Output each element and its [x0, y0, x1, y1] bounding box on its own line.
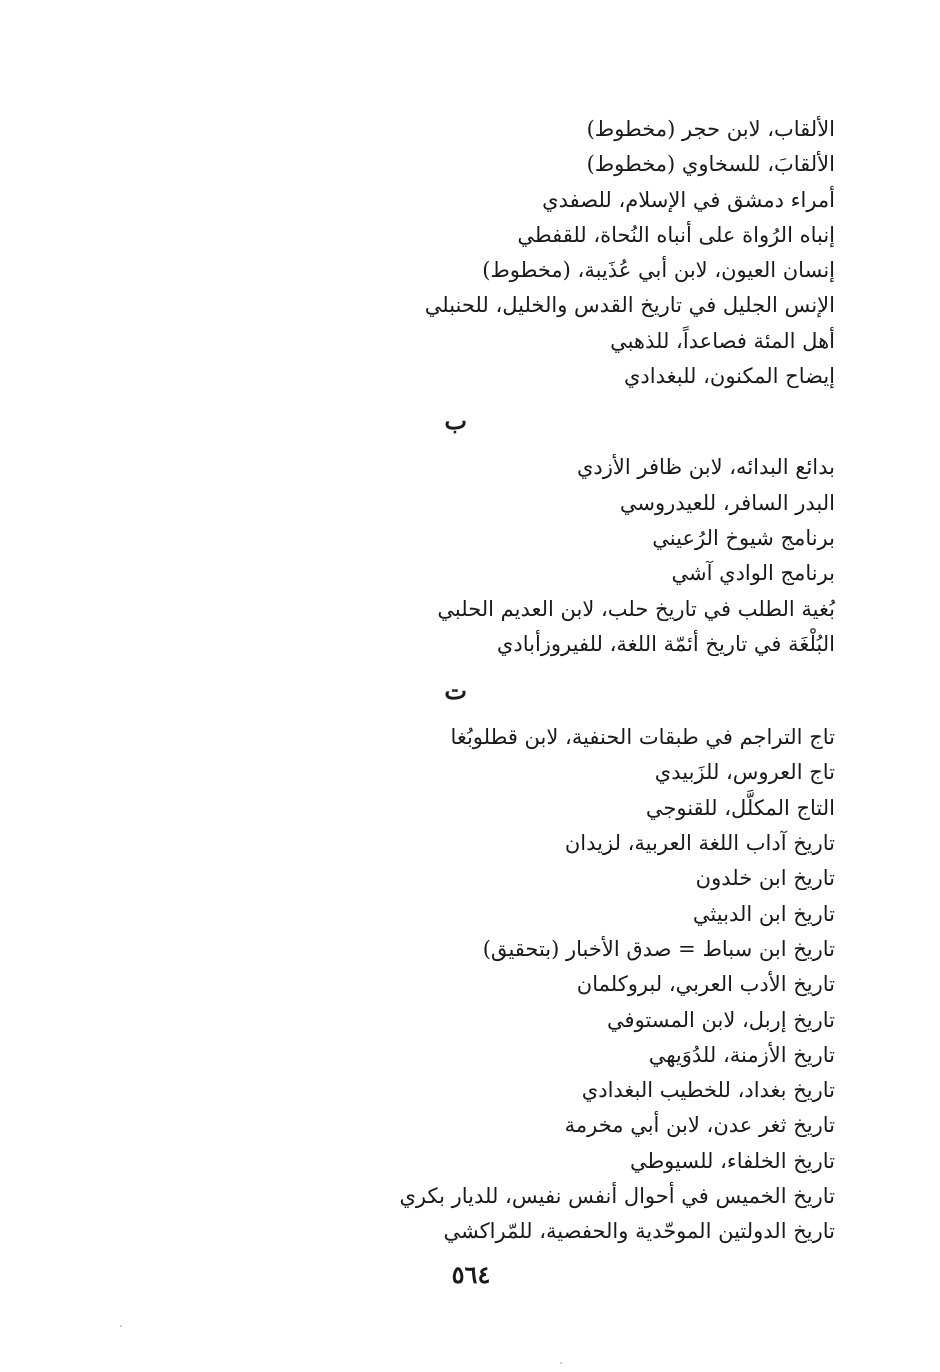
- scan-speck: [120, 1325, 122, 1327]
- bibliography-entry: أهل المئة فصاعداً، للذهبي: [610, 328, 835, 353]
- bibliography-entry: تاريخ إربل، لابن المستوفي: [607, 1007, 835, 1032]
- bibliography-entry: إنباه الرُواة على أنباه النُحاة، للقفطي: [517, 222, 835, 247]
- bibliography-entry: بدائع البدائه، لابن ظافر الأزدي: [576, 455, 835, 480]
- bibliography-entry: تاج العروس، للزَبيدي: [654, 760, 835, 785]
- bibliography-entry: البدر السافر، للعيدروسي: [619, 490, 835, 515]
- section-letter-heading: ب: [444, 406, 467, 436]
- bibliography-entry: تاريخ الدولتين الموحّدية والحفصية، للمّراكشي: [443, 1219, 835, 1244]
- bibliography-entry: إنسان العيون، لابن أبي عُذَيبة، (مخطوط): [482, 258, 835, 283]
- bibliography-entry: الإنس الجليل في تاريخ القدس والخليل، للحنبلي: [424, 293, 835, 318]
- bibliography-entry: تاريخ الأدب العربي، لبروكلمان: [576, 972, 835, 997]
- bibliography-entry: البُلْغَة في تاريخ أئمّة اللغة، للفيروزأبادي: [496, 631, 835, 656]
- section-letter-heading: ت: [444, 676, 467, 706]
- page-number: ٥٦٤: [451, 1260, 491, 1289]
- bibliography-entry: الألقاب، لابن حجر (مخطوط): [586, 117, 835, 141]
- bibliography-entry: إيضاح المكنون، للبغدادي: [623, 364, 835, 389]
- bibliography-entry: برنامج الوادي آشي: [671, 561, 835, 586]
- bibliography-entry: برنامج شيوخ الرُعيني: [652, 525, 835, 550]
- scan-speck: [560, 1362, 562, 1364]
- bibliography-entry: بُغية الطلب في تاريخ حلب، لابن العديم الحلبي: [437, 596, 835, 621]
- bibliography-entry: تاريخ ابن سباط = صدق الأخبار (بتحقيق): [482, 936, 835, 961]
- bibliography-entry: تاريخ الخميس في أحوال أنفس نفيس، للديار بكري: [399, 1184, 835, 1209]
- bibliography-entry: أمراء دمشق في الإسلام، للصفدي: [542, 187, 835, 212]
- bibliography-entry: تاريخ ابن الدبيثي: [692, 901, 835, 926]
- bibliography-entry: تاريخ ثغر عدن، لابن أبي مخرمة: [564, 1113, 835, 1138]
- bibliography-entry: تاريخ آداب اللغة العربية، لزيدان: [564, 831, 835, 856]
- bibliography-entry: الألقابَ، للسخاوي (مخطوط): [586, 152, 835, 177]
- bibliography-entry: تاريخ الأزمنة، للدُوَيهي: [648, 1042, 835, 1067]
- bibliography-entry: تاريخ الخلفاء، للسيوطي: [629, 1148, 835, 1173]
- bibliography-entry: تاج التراجم في طبقات الحنفية، لابن قطلوبُغا: [450, 725, 835, 750]
- bibliography-list: [335, 112, 835, 1250]
- bibliography-entry: تاريخ ابن خلدون: [695, 866, 835, 891]
- bibliography-entry: تاريخ بغداد، للخطيب البغدادي: [581, 1078, 835, 1103]
- bibliography-entry: التاج المكلَّل، للقنوجي: [645, 795, 835, 820]
